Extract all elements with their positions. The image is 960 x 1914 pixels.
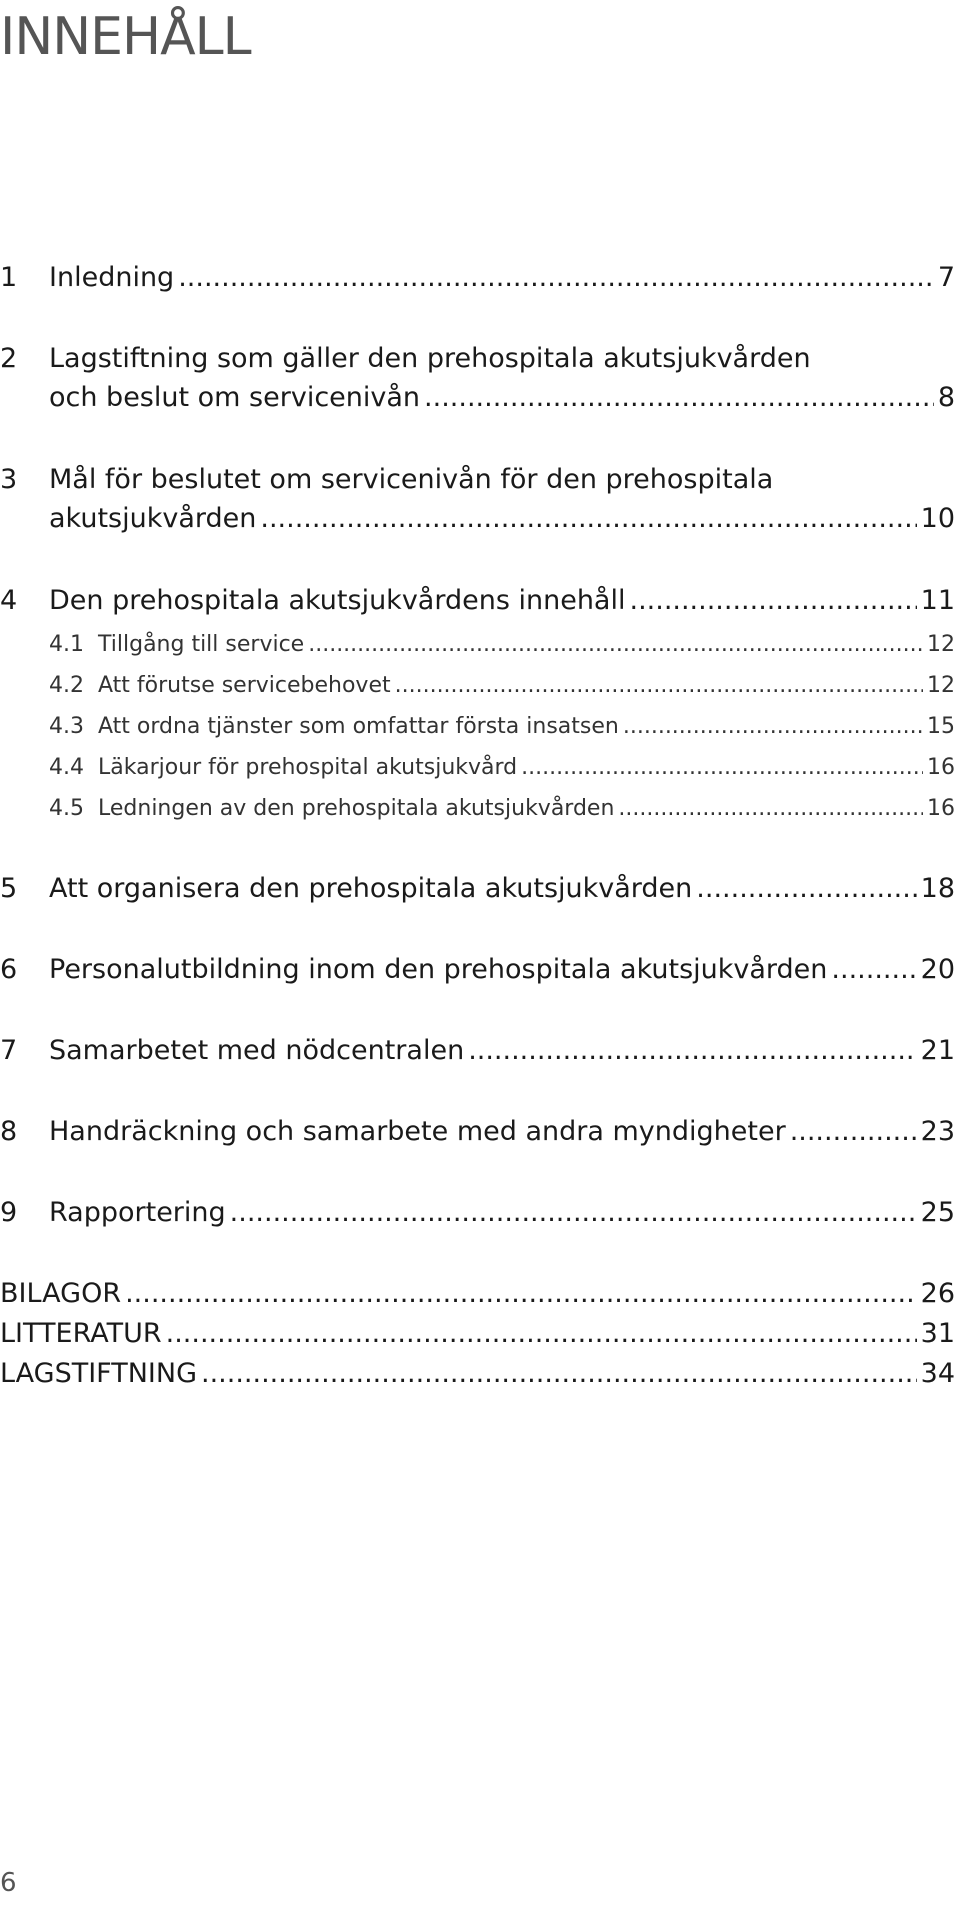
dot-leader (201, 1358, 917, 1389)
dot-leader (178, 262, 934, 293)
dot-leader (696, 873, 916, 904)
toc-entry-page: 16 (927, 796, 955, 821)
dot-leader (831, 954, 916, 985)
toc-entry[interactable] (0, 873, 955, 909)
toc-entry-title: LITTERATUR (0, 1318, 162, 1349)
dot-leader (230, 1197, 917, 1228)
toc-entry-title: och beslut om servicenivån (49, 382, 421, 413)
toc-entry-title: Att förutse servicebehovet (98, 673, 391, 698)
toc-entry-page: 18 (920, 873, 955, 904)
dot-leader (424, 382, 934, 413)
toc-entry[interactable] (0, 262, 955, 298)
dot-leader (790, 1116, 917, 1147)
toc-appendix-entry[interactable] (0, 1278, 955, 1314)
toc-entry-page: 8 (937, 382, 955, 413)
toc-entry-page: 16 (927, 755, 955, 780)
toc-entry-page: 31 (920, 1318, 955, 1349)
toc-entry-number: 9 (0, 1197, 18, 1228)
toc-entry-number: 4.2 (49, 673, 84, 698)
toc-entry-first-line[interactable] (0, 343, 955, 379)
toc-entry-number: 3 (0, 464, 18, 495)
toc-entry[interactable] (0, 382, 955, 418)
dot-leader (618, 796, 923, 821)
page-title: INNEHÅLL (0, 7, 251, 67)
toc-entry-number: 4 (0, 585, 18, 616)
toc-entry-page: 10 (920, 503, 955, 534)
toc-entry-page: 21 (920, 1035, 955, 1066)
toc-entry-page: 15 (927, 714, 955, 739)
toc-entry-title: Att ordna tjänster som omfattar första insatsen (98, 714, 619, 739)
toc-subentry[interactable] (0, 632, 955, 662)
toc-entry-title: LAGSTIFTNING (0, 1358, 198, 1389)
dot-leader (125, 1278, 917, 1309)
toc-subentry[interactable] (0, 714, 955, 744)
dot-leader (166, 1318, 917, 1349)
toc-entry[interactable] (0, 954, 955, 990)
toc-entry-page: 23 (920, 1116, 955, 1147)
toc-entry-number: 4.3 (49, 714, 84, 739)
toc-entry-number: 7 (0, 1035, 18, 1066)
toc-entry-page: 26 (920, 1278, 955, 1309)
toc-entry-page: 11 (920, 585, 955, 616)
toc-subentry[interactable] (0, 755, 955, 785)
toc-entry-page: 34 (920, 1358, 955, 1389)
toc-subentry[interactable] (0, 673, 955, 703)
dot-leader (629, 585, 916, 616)
dot-leader (260, 503, 916, 534)
toc-entry-number: 4.4 (49, 755, 84, 780)
toc-entry-page: 12 (927, 632, 955, 657)
dot-leader (521, 755, 923, 780)
toc-entry-title: Ledningen av den prehospitala akutsjukvården (98, 796, 615, 821)
toc-entry-number: 5 (0, 873, 18, 904)
toc-appendix-entry[interactable] (0, 1318, 955, 1354)
toc-entry-title: Personalutbildning inom den prehospitala akutsjukvården (49, 954, 828, 985)
toc-entry-title: Läkarjour för prehospital akutsjukvård (98, 755, 518, 780)
toc-entry-page: 25 (920, 1197, 955, 1228)
toc-entry-number: 6 (0, 954, 18, 985)
toc-entry-title: Att organisera den prehospitala akutsjukvården (49, 873, 693, 904)
toc-entry-page: 20 (920, 954, 955, 985)
dot-leader (308, 632, 923, 657)
toc-entry-title: Lagstiftning som gäller den prehospitala akutsjukvården (49, 343, 811, 374)
toc-entry-first-line[interactable] (0, 464, 955, 500)
toc-entry[interactable] (0, 1116, 955, 1152)
toc-entry[interactable] (0, 503, 955, 539)
toc-entry-title: Inledning (49, 262, 175, 293)
toc-entry-title: Den prehospitala akutsjukvårdens innehåll (49, 585, 626, 616)
toc-entry[interactable] (0, 585, 955, 621)
toc-entry-number: 1 (0, 262, 18, 293)
toc-entry-number: 2 (0, 343, 18, 374)
toc-entry-number: 4.5 (49, 796, 84, 821)
dot-leader (468, 1035, 916, 1066)
toc-entry-page: 7 (937, 262, 955, 293)
toc-entry-page: 12 (927, 673, 955, 698)
dot-leader (395, 673, 923, 698)
toc-entry-title: Samarbetet med nödcentralen (49, 1035, 465, 1066)
toc-entry-title: Rapportering (49, 1197, 226, 1228)
toc-subentry[interactable] (0, 796, 955, 826)
toc-entry-title: Handräckning och samarbete med andra myndigheter (49, 1116, 786, 1147)
toc-appendix-entry[interactable] (0, 1358, 955, 1394)
toc-entry-title: Mål för beslutet om servicenivån för den prehospitala (49, 464, 774, 495)
page-number: 6 (0, 1868, 17, 1898)
toc-entry-title: akutsjukvården (49, 503, 257, 534)
dot-leader (623, 714, 923, 739)
toc-entry[interactable] (0, 1197, 955, 1233)
toc-entry-number: 8 (0, 1116, 18, 1147)
toc-entry-title: Tillgång till service (98, 632, 305, 657)
toc-entry-title: BILAGOR (0, 1278, 122, 1309)
toc-entry-number: 4.1 (49, 632, 84, 657)
toc-entry[interactable] (0, 1035, 955, 1071)
